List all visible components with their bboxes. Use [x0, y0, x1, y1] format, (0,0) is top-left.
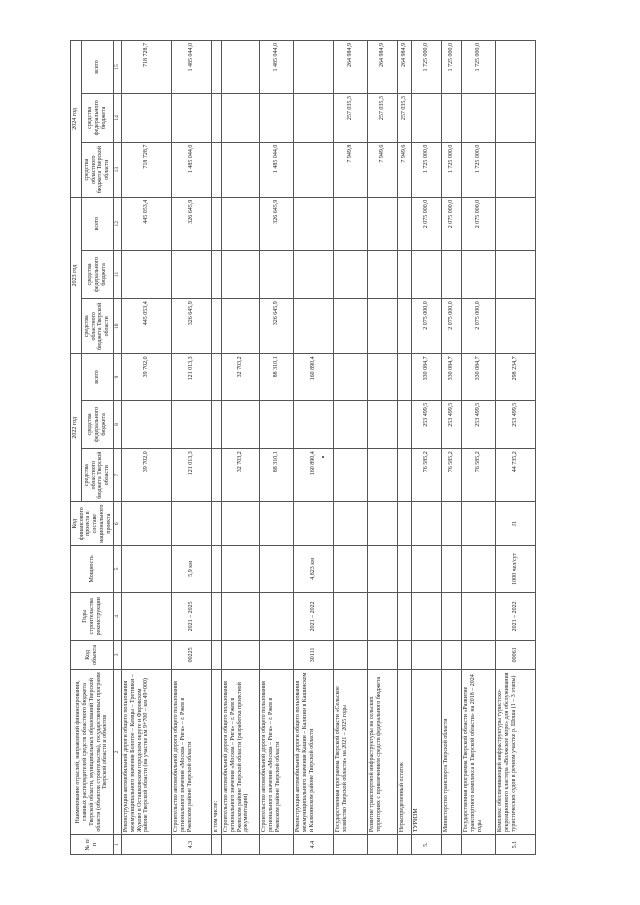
cell-v10	[368, 299, 398, 354]
cell-no: 4.3	[172, 835, 212, 855]
cell-v11	[398, 250, 412, 299]
cell-cap	[398, 546, 412, 592]
cell-cap	[462, 546, 496, 592]
cell-v13: 1 485 044,0	[172, 142, 212, 197]
cell-nat	[294, 502, 334, 546]
cell-code	[260, 641, 294, 670]
cell-v15	[212, 41, 222, 94]
cell-nat	[172, 502, 212, 546]
cell-v7: 39 702,0	[122, 449, 172, 502]
cell-cap: 1000 чел/сут	[496, 546, 536, 592]
cell-v11	[462, 250, 496, 299]
cell-v9	[334, 354, 368, 400]
cell-v12	[334, 197, 368, 250]
cell-cap	[222, 546, 260, 592]
cell-years	[412, 592, 442, 641]
cell-years	[462, 592, 496, 641]
table-row	[260, 41, 294, 855]
cell-v10: 2 075 000,0	[442, 299, 462, 354]
cell-v15: 264 984,9	[398, 41, 412, 94]
cell-years	[122, 592, 172, 641]
cell-v10: 445 053,4	[122, 299, 172, 354]
column-index-cell: 12	[114, 197, 122, 250]
cell-v9: 88 310,1	[260, 354, 294, 400]
cell-no	[212, 835, 222, 855]
col-years-header: Годы строительства реконструкции	[71, 592, 114, 641]
total-2024-header: всего	[81, 41, 114, 94]
cell-no	[462, 835, 496, 855]
cell-name: Реконструкция автомобильной дороги общего пользования межмуниципального значения Бологое – Кемцы – Третники – Жуково в Осташковском городском округе и Фировском районе Тверской области (на участке км 9+700 – км 49+000)	[122, 669, 172, 834]
column-index-cell: 2	[114, 669, 122, 834]
fed-2023-header: средства федерального бюджета	[81, 250, 114, 299]
cell-v7: 121 013,3	[172, 449, 212, 502]
cell-name: Министерство транспорта Тверской области	[442, 669, 462, 834]
cell-no: 5.	[412, 835, 442, 855]
cell-no: 5.1	[496, 835, 536, 855]
cell-v13: 718 728,7	[122, 142, 172, 197]
cell-cap: 4,823 км	[294, 546, 334, 592]
cell-v15: 1 725 000,0	[462, 41, 496, 94]
column-index-cell: 11	[114, 250, 122, 299]
cell-years	[442, 592, 462, 641]
cell-v14	[496, 94, 536, 143]
cell-v8: 253 499,5	[412, 400, 442, 449]
cell-v7: 76 585,2	[462, 449, 496, 502]
cell-v13: 1 725 000,0	[442, 142, 462, 197]
cell-code	[412, 641, 442, 670]
cell-v13: 7 949,6	[398, 142, 412, 197]
cell-v7: 44 735,2	[496, 449, 536, 502]
cell-v14	[462, 94, 496, 143]
header-row-1	[71, 41, 82, 855]
cell-cap	[212, 546, 222, 592]
cell-code	[462, 641, 496, 670]
cell-v11	[334, 250, 368, 299]
cell-v15: 718 728,7	[122, 41, 172, 94]
cell-nat: J1	[496, 502, 536, 546]
cell-v15: 1 725 000,0	[442, 41, 462, 94]
cell-v10	[212, 299, 222, 354]
cell-v7	[334, 449, 368, 502]
rotated-page	[70, 40, 590, 855]
cell-cap	[334, 546, 368, 592]
cell-v10: 326 645,9	[260, 299, 294, 354]
cell-v12: 2 075 000,0	[462, 197, 496, 250]
table-row	[442, 41, 462, 855]
cell-v11	[260, 250, 294, 299]
cell-cap	[368, 546, 398, 592]
cell-nat	[334, 502, 368, 546]
year-2022-header: 2022 год	[71, 354, 82, 502]
cell-v9: 330 084,7	[462, 354, 496, 400]
table-row	[412, 41, 442, 855]
cell-v12: 2 075 000,0	[412, 197, 442, 250]
cell-v12: 445 053,4	[122, 197, 172, 250]
cell-name: Комплекс обеспечивающей инфраструктуры туристско-рекреационного кластера «Волжское море» для обслуживания туристических судов в речном участке р. Шоша (1 – 3 этапы)	[496, 669, 536, 834]
year-2024-header: 2024 год	[71, 41, 82, 198]
cell-nat	[412, 502, 442, 546]
cell-code	[122, 641, 172, 670]
cell-code	[368, 641, 398, 670]
column-index-cell: 4	[114, 592, 122, 641]
cell-name: Нераспределенный остаток	[398, 669, 412, 834]
cell-v11	[212, 250, 222, 299]
cell-no	[122, 835, 172, 855]
cell-v11	[368, 250, 398, 299]
cell-nat	[222, 502, 260, 546]
cell-code	[222, 641, 260, 670]
cell-nat	[368, 502, 398, 546]
cell-v8	[398, 400, 412, 449]
cell-v11	[172, 250, 212, 299]
cell-v10	[334, 299, 368, 354]
cell-v9: 298 234,7	[496, 354, 536, 400]
cell-v13: 1 485 044,0	[260, 142, 294, 197]
cell-v13: 7 949,8	[334, 142, 368, 197]
cell-v9: 121 013,3	[172, 354, 212, 400]
cell-v7: 76 585,2	[412, 449, 442, 502]
cell-v10	[496, 299, 536, 354]
cell-v12	[398, 197, 412, 250]
cell-name: Реконструкция автомобильной дороги общего пользования межмуниципального значения Кашин – Калязин в Кашинском и Калязинском районе Тверской области	[294, 669, 334, 834]
cell-code: 00061	[496, 641, 536, 670]
cell-years: 2021 – 2022	[496, 592, 536, 641]
table-row	[398, 41, 412, 855]
cell-cap	[412, 546, 442, 592]
total-2022-header: всего	[81, 354, 114, 400]
cell-v14	[412, 94, 442, 143]
cell-v12	[496, 197, 536, 250]
cell-v15: 1 725 000,0	[412, 41, 442, 94]
column-index-cell: 7	[114, 449, 122, 502]
cell-v9: 32 703,2	[222, 354, 260, 400]
cell-v11	[222, 250, 260, 299]
cell-v10	[398, 299, 412, 354]
cell-cap	[442, 546, 462, 592]
col-code-header: Код объекта	[71, 641, 114, 670]
cell-v8	[334, 400, 368, 449]
cell-years: 2021 – 2025	[172, 592, 212, 641]
cell-v13	[294, 142, 334, 197]
cell-v9	[368, 354, 398, 400]
cell-v10: 326 645,9	[172, 299, 212, 354]
cell-code	[398, 641, 412, 670]
obl-2024-header: средства областного бюджета Тверской области	[81, 142, 114, 197]
cell-v11	[442, 250, 462, 299]
fed-2022-header: средства федерального бюджета	[81, 400, 114, 449]
cell-v11	[412, 250, 442, 299]
cell-v12: 326 645,9	[260, 197, 294, 250]
cell-name: ТУРИЗМ	[412, 669, 442, 834]
cell-v12	[294, 197, 334, 250]
column-index-row	[114, 41, 122, 855]
cell-years	[212, 592, 222, 641]
column-index-cell: 13	[114, 142, 122, 197]
cell-v11	[122, 250, 172, 299]
cell-v12	[222, 197, 260, 250]
cell-v15: 1 485 044,0	[172, 41, 212, 94]
cell-years	[368, 592, 398, 641]
cell-v13: 1 725 000,0	[462, 142, 496, 197]
cell-name: Развитие транспортной инфраструктуры на сельских территориях с привлечением средств федерального бюджета	[368, 669, 398, 834]
cell-name: Строительство автомобильной дороги общего пользования регионального значения «Москва – Рига» – г. Ржев в Ржевском районе Тверской области	[172, 669, 212, 834]
cell-v15: 264 984,9	[334, 41, 368, 94]
cell-years: 2021 – 2022	[294, 592, 334, 641]
table-row	[222, 41, 260, 855]
cell-v8	[172, 400, 212, 449]
cell-v13: 1 725 000,0	[412, 142, 442, 197]
cell-no	[398, 835, 412, 855]
column-index-cell: 9	[114, 354, 122, 400]
cell-v10: 2 075 000,0	[412, 299, 442, 354]
cell-v8	[294, 400, 334, 449]
cell-v7	[368, 449, 398, 502]
cell-code	[334, 641, 368, 670]
obl-2022-header: средства областного бюджета Тверской области	[81, 449, 114, 502]
cell-v8	[212, 400, 222, 449]
cell-v12: 2 075 000,0	[442, 197, 462, 250]
column-index-cell: 8	[114, 400, 122, 449]
cell-v14	[222, 94, 260, 143]
cell-cap: 5,9 км	[172, 546, 212, 592]
cell-v7: 76 585,2	[442, 449, 462, 502]
cell-v9: 330 084,7	[442, 354, 462, 400]
cell-v12: 326 645,9	[172, 197, 212, 250]
cell-v11	[496, 250, 536, 299]
cell-v7: 32 703,2	[222, 449, 260, 502]
cell-no	[334, 835, 368, 855]
cell-no	[368, 835, 398, 855]
column-index-cell: 15	[114, 41, 122, 94]
cell-v8	[260, 400, 294, 449]
cell-v15	[496, 41, 536, 94]
column-index-cell: 5	[114, 546, 122, 592]
cell-v9: 160 890,4	[294, 354, 334, 400]
cell-v14: 257 035,3	[368, 94, 398, 143]
cell-no	[442, 835, 462, 855]
cell-v9	[212, 354, 222, 400]
column-index-cell: 10	[114, 299, 122, 354]
total-2023-header: всего	[81, 197, 114, 250]
col-name-header: Наименование отраслей, направлений финансирования, главных распорядителей средств областного бюджета Тверской области, муниципальных образований Тверской области (объектов строительства), государственных программ Тверской области и объектов	[71, 669, 114, 834]
cell-v8	[222, 400, 260, 449]
cell-cap	[122, 546, 172, 592]
cell-no: 4.4	[294, 835, 334, 855]
cell-v7	[212, 449, 222, 502]
cell-v12	[368, 197, 398, 250]
cell-nat	[462, 502, 496, 546]
column-index-cell: 1	[114, 835, 122, 855]
cell-v12	[212, 197, 222, 250]
table-body	[122, 41, 536, 855]
column-index-cell: 6	[114, 502, 122, 546]
cell-name: Государственная программа Тверской области «Развитие транспортного комплекса в Тверской области» на 2018 – 2024 годы	[462, 669, 496, 834]
budget-table	[70, 40, 536, 855]
cell-v7: 160 890,4	[294, 449, 334, 502]
cell-v14	[172, 94, 212, 143]
cell-no	[260, 835, 294, 855]
cell-v15	[222, 41, 260, 94]
table-row	[462, 41, 496, 855]
cell-v7: 88 310,1	[260, 449, 294, 502]
cell-name: Государственная программа Тверской области «Сельское хозяйство Тверской области» на 2021 – 2025 годы	[334, 669, 368, 834]
cell-code: 00225	[172, 641, 212, 670]
cell-no	[222, 835, 260, 855]
table-row	[368, 41, 398, 855]
cell-v8: 253 499,5	[496, 400, 536, 449]
col-no-header: № п/п	[71, 835, 114, 855]
cell-v14	[212, 94, 222, 143]
cell-v13	[222, 142, 260, 197]
col-natcode-header: Код финансового проекта в составе национального проекта	[71, 502, 114, 546]
cell-v9: 330 084,7	[412, 354, 442, 400]
cell-v14	[122, 94, 172, 143]
cell-v11	[294, 250, 334, 299]
obl-2023-header: средства областного бюджета Тверской области	[81, 299, 114, 354]
cell-v13	[212, 142, 222, 197]
year-2023-header: 2023 год	[71, 197, 82, 354]
cell-cap	[260, 546, 294, 592]
cell-v14	[442, 94, 462, 143]
column-index-cell: 14	[114, 94, 122, 143]
cell-v14	[294, 94, 334, 143]
cell-name: Строительство автомобильной дороги общего пользования регионального значения «Москва – Рига» – г. Ржев в Ржевском районе Тверской области (разработка проектной документации)	[222, 669, 260, 834]
cell-v8: 253 499,5	[462, 400, 496, 449]
cell-years	[222, 592, 260, 641]
cell-v10	[222, 299, 260, 354]
cell-v14: 257 035,3	[398, 94, 412, 143]
cell-v10: 2 075 000,0	[462, 299, 496, 354]
cell-years	[260, 592, 294, 641]
cell-v13: 7 949,6	[368, 142, 398, 197]
table-row	[212, 41, 222, 855]
cell-years	[334, 592, 368, 641]
cell-years	[398, 592, 412, 641]
cell-code	[212, 641, 222, 670]
cell-nat	[122, 502, 172, 546]
col-capacity-header: Мощность	[71, 546, 114, 592]
table-row	[122, 41, 172, 855]
cell-v14: 257 035,3	[334, 94, 368, 143]
cell-v13	[496, 142, 536, 197]
table-row	[496, 41, 536, 855]
cell-v7	[398, 449, 412, 502]
cell-v9: 39 702,0	[122, 354, 172, 400]
cell-code	[442, 641, 462, 670]
cell-v8	[368, 400, 398, 449]
cell-nat	[212, 502, 222, 546]
cell-name: Строительство автомобильной дороги общего пользования регионального значения «Москва – Рига» – г. Ржев в Ржевском районе Тверской области	[260, 669, 294, 834]
cell-v15: 1 485 044,0	[260, 41, 294, 94]
cell-name: в том числе:	[212, 669, 222, 834]
cell-v15	[294, 41, 334, 94]
cell-v9	[398, 354, 412, 400]
cell-v15: 264 984,9	[368, 41, 398, 94]
table-row	[294, 41, 334, 855]
cell-v10	[294, 299, 334, 354]
cell-nat	[260, 502, 294, 546]
cell-v14	[260, 94, 294, 143]
cell-code: 30111	[294, 641, 334, 670]
cell-nat	[398, 502, 412, 546]
fed-2024-header: средства федерального бюджета	[81, 94, 114, 143]
cell-v8	[122, 400, 172, 449]
cell-nat	[442, 502, 462, 546]
column-index-cell: 3	[114, 641, 122, 670]
table-row	[334, 41, 368, 855]
table-row	[172, 41, 212, 855]
cell-v8: 253 499,5	[442, 400, 462, 449]
